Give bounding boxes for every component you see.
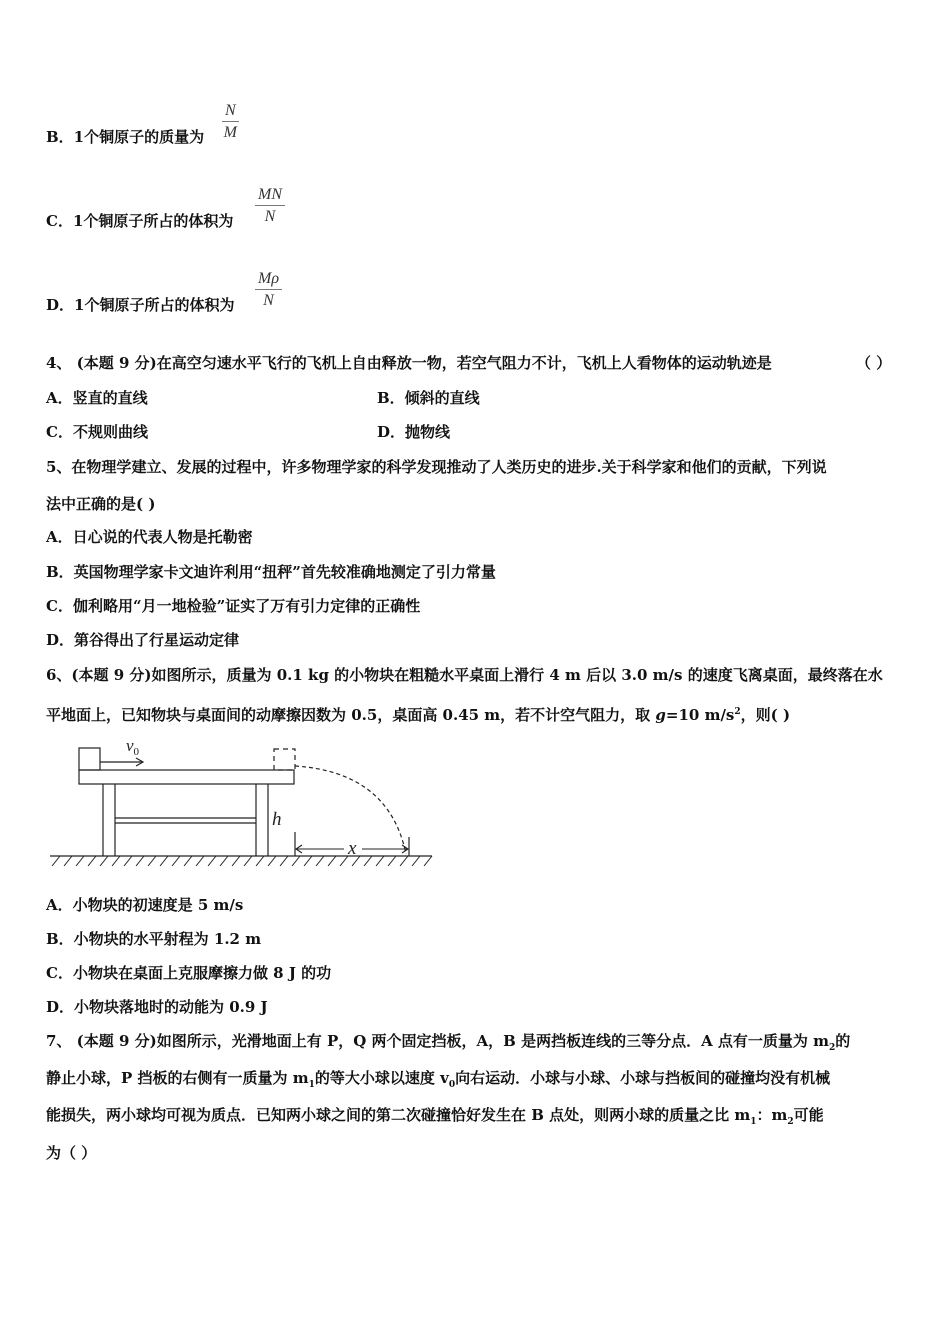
question-4-option-c: C．不规则曲线	[46, 423, 148, 441]
table-projectile-figure	[44, 732, 444, 866]
question-6-option-b: B．小物块的水平射程为 1.2 m	[46, 930, 262, 948]
question-4-option-a: A．竖直的直线	[46, 389, 148, 407]
stem-text: 向右运动．小球与小球、小球与挡板间的碰撞均没有机械	[455, 1069, 831, 1087]
question-5-stem-line1: 5、在物理学建立、发展的过程中，许多物理学家的科学发现推动了人类历史的进步.关于科学家和他们的贡献，下列说	[46, 458, 827, 476]
subscript: 2	[829, 1043, 836, 1053]
height-label: h	[272, 809, 282, 830]
fraction-denominator: N	[264, 208, 276, 225]
question-7-stem-line1	[46, 1031, 850, 1058]
subscript: 2	[787, 1117, 794, 1127]
question-4-answer-paren: （ ）	[856, 354, 892, 372]
stem-text: 的	[835, 1032, 851, 1050]
question-4-text: 4、 (本题 9 分)在高空匀速水平飞行的飞机上自由释放一物，若空气阻力不计，飞机上人看物体的运动轨迹是	[46, 354, 772, 372]
option-d-volume	[46, 295, 234, 315]
question-7-stem-line4: 为（ ）	[46, 1144, 97, 1162]
ground-hatching	[52, 856, 432, 866]
question-6-option-c: C．小物块在桌面上克服摩擦力做 8 J 的功	[46, 964, 332, 982]
question-7-stem-line3	[46, 1105, 824, 1132]
question-4-option-d: D．抛物线	[377, 423, 451, 441]
question-5-option-b: B．英国物理学家卡文迪许利用“扭秤”首先较准确地测定了引力常量	[46, 563, 496, 581]
subscript: 1	[308, 1080, 315, 1090]
question-4-stem	[46, 353, 772, 373]
velocity-label: $v_0$	[126, 736, 140, 758]
question-6-stem-line1: 6、(本题 9 分)如图所示，质量为 0.1 kg 的小物块在粗糙水平桌面上滑行 4 m 后以 3.0 m/s 的速度飞离桌面，最终落在水	[46, 666, 883, 684]
stem-text: 可能	[793, 1106, 824, 1124]
range-label: x	[348, 838, 357, 859]
gravity-symbol: g	[655, 706, 666, 724]
velocity-arrow	[100, 758, 143, 766]
fraction-mn-over-n	[255, 185, 285, 228]
stem-text: 能损失，两小球均可视为质点．已知两小球之间的第二次碰撞恰好发生在 B 点处，则两小球的质量之比 m	[46, 1106, 751, 1124]
option-c-volume	[46, 211, 233, 231]
tabletop-shape	[79, 770, 294, 784]
block-shape	[79, 748, 100, 770]
fraction-n-over-m	[222, 101, 239, 144]
subscript: 0	[448, 1080, 456, 1090]
stem-text: =10 m/s	[665, 706, 735, 724]
stem-text: 7、 (本题 9 分)如图所示，光滑地面上有 P，Q 两个固定挡板，A，B 是两挡板连线的三等分点．A 点有一质量为 m	[46, 1032, 830, 1050]
question-6-option-d: D．小物块落地时的动能为 0.9 J	[46, 998, 268, 1016]
question-5-option-a: A．日心说的代表人物是托勒密	[46, 528, 253, 546]
fraction-numerator: N	[222, 101, 239, 122]
fraction-denominator: M	[223, 124, 237, 141]
question-6-option-a: A．小物块的初速度是 5 m/s	[46, 896, 244, 914]
dashed-block-shape	[274, 749, 295, 770]
option-c-label: C．1个铜原子所占的体积为	[46, 212, 234, 230]
stem-text: 静止小球，P 挡板的右侧有一质量为 m	[46, 1069, 309, 1087]
fraction-numerator: Mρ	[255, 269, 282, 290]
superscript: 2	[734, 707, 741, 717]
option-d-label: D．1个铜原子所占的体积为	[46, 296, 235, 314]
option-b-label: B．1个铜原子的质量为	[46, 128, 205, 146]
fraction-mrho-over-n	[255, 269, 282, 312]
fraction-denominator: N	[263, 292, 274, 309]
fraction-numerator: MN	[255, 185, 285, 206]
stem-text: 的等大小球以速度 v	[314, 1069, 449, 1087]
option-b-mass	[46, 127, 204, 147]
question-5-stem-line2: 法中正确的是( )	[46, 495, 156, 513]
subscript: 1	[750, 1117, 757, 1127]
question-5-option-c: C．伽利略用“月一地检验”证实了万有引力定律的正确性	[46, 597, 421, 615]
stem-text: ，则( )	[740, 706, 791, 724]
question-6-stem-line2	[46, 702, 790, 725]
stem-text: ：m	[756, 1106, 788, 1124]
stem-text: 平地面上，已知物块与桌面间的动摩擦因数为 0.5，桌面高 0.45 m，若不计空气阻力，取	[46, 706, 656, 724]
question-7-stem-line2	[46, 1068, 830, 1095]
question-5-option-d: D．第谷得出了行星运动定律	[46, 631, 240, 649]
question-4-option-b: B．倾斜的直线	[377, 389, 480, 407]
